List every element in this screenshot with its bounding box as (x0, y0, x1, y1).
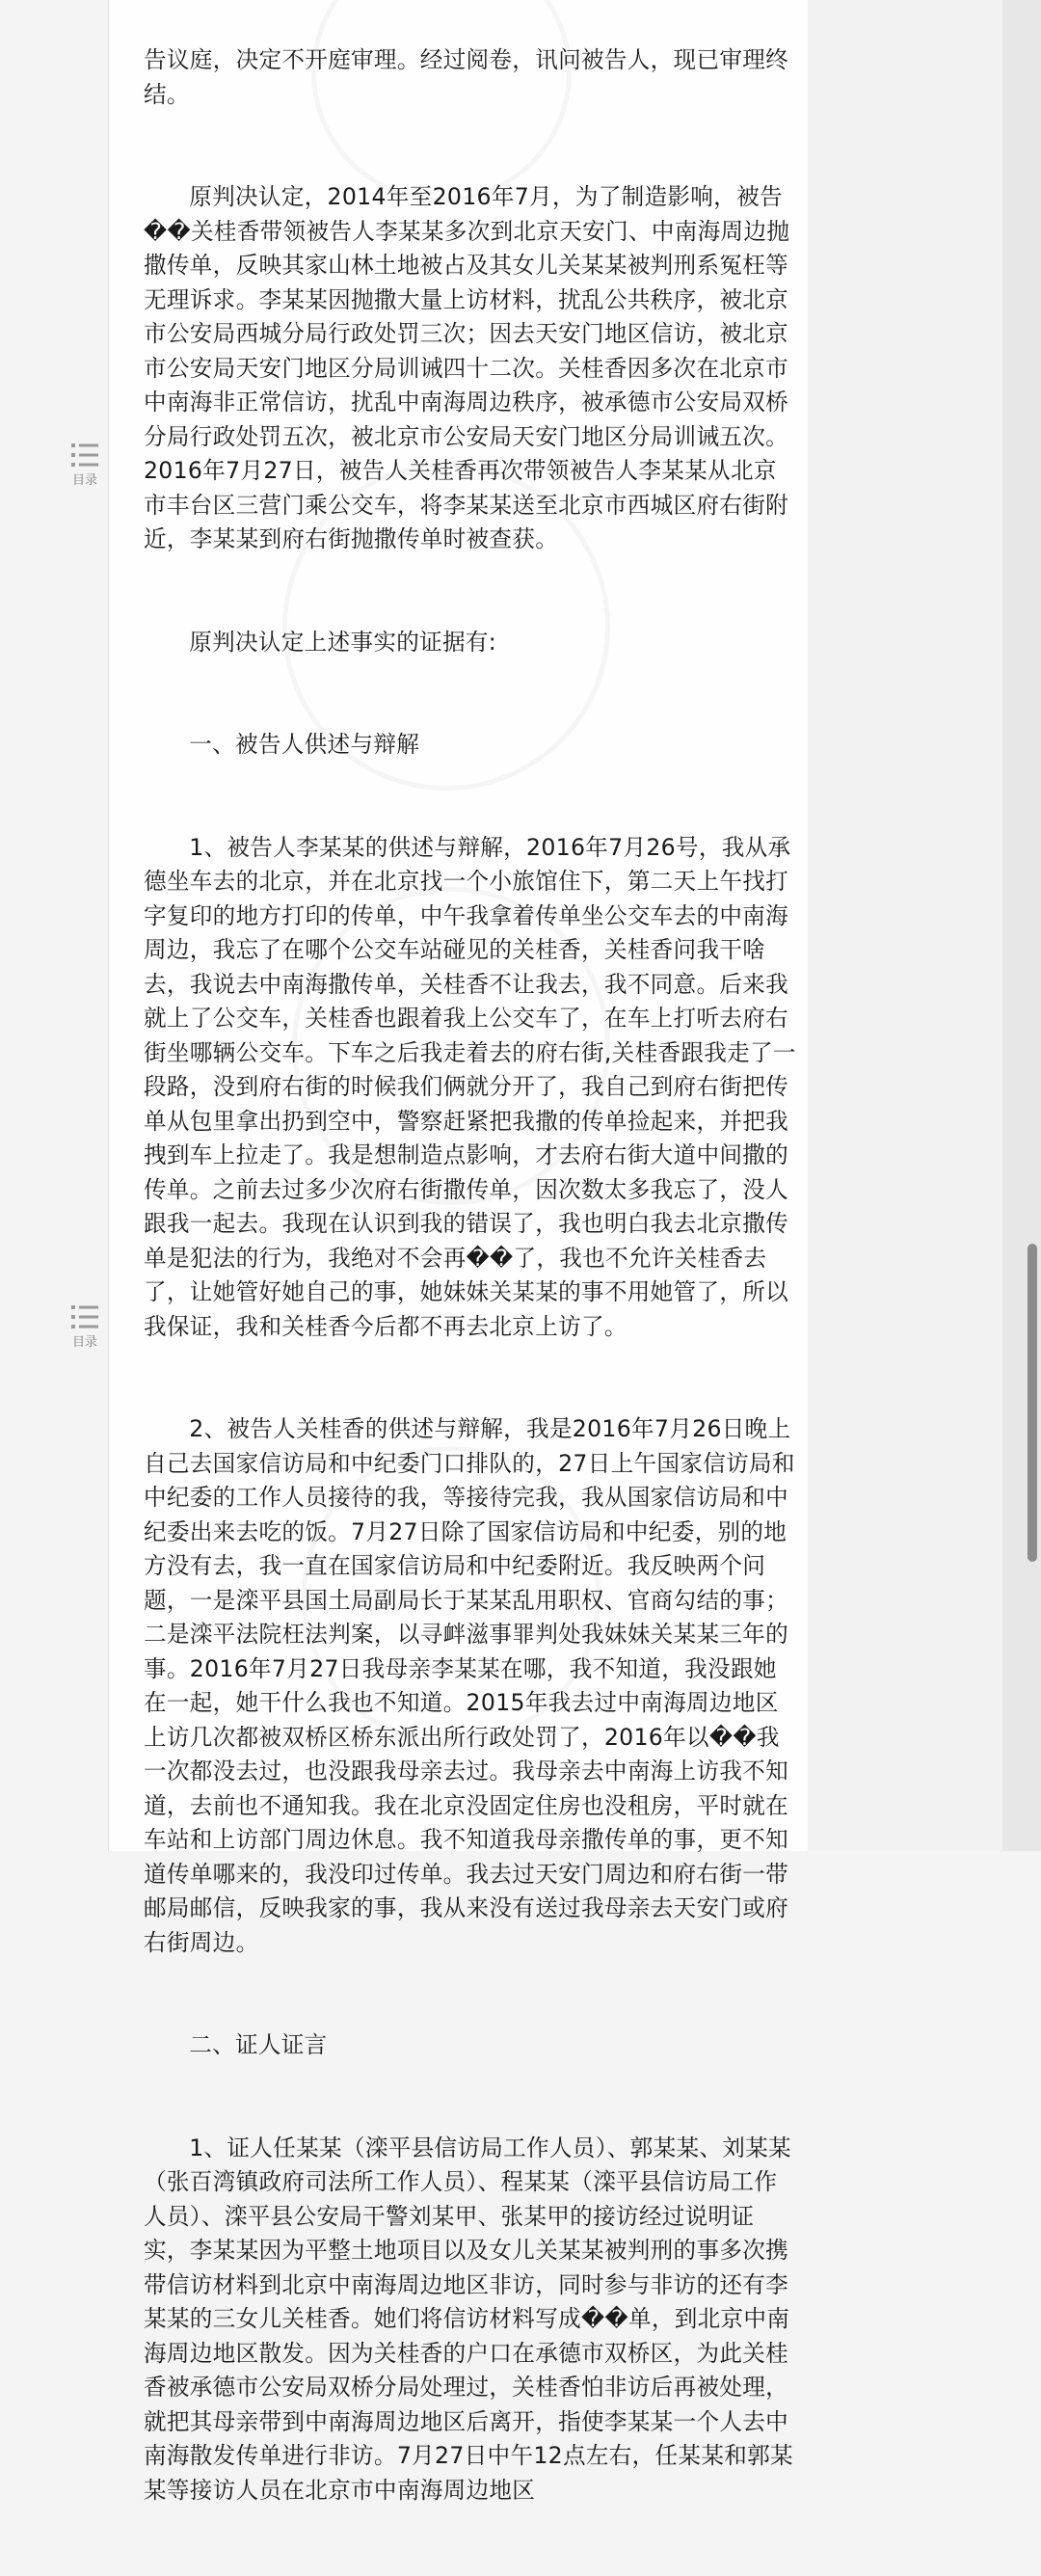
toc-button[interactable] (56, 443, 114, 514)
paragraph: 告议庭，决定不开庭审理。经过阅卷，讯问被告人，现已审理终结。 (144, 46, 789, 108)
scrollbar-thumb[interactable] (1028, 1244, 1037, 1562)
section-heading: 二、证人证言 (189, 2031, 328, 2058)
scrollbar-track[interactable] (1002, 0, 1041, 1851)
toc-label: 目录 (71, 473, 97, 488)
paragraph: 原判决认定上述事实的证据有: (189, 628, 497, 656)
paragraph: 1、证人任某某（滦平县信访局工作人员）、郭某某、刘某某（张百湾镇政府司法所工作人员）、程某某（滦平县信访局工作人员）、滦平县公安局干警刘某甲、张某甲的接访经过说明证实，李某某因为平整土地项目以及女儿关某某被判刑的事多次携带信访材料到北京中南海周边地区非访，同时参与非访的还有李某某的三女儿关桂香。她们将信访材料写成��单，到北京中南海周边地区散发。因为关桂香的户口在承德市双桥区，为此关桂香被承德市公安局双桥分局处理过，关桂香怕非访后再被处理，就把其母亲带到中南海周边地区后离开，指使李某某一个人去中南海散发传单进行非访。7月27日中午12点左右，任某某和郭某某等接访人员在北京市中南海周边地区 (144, 2133, 793, 2504)
paragraph: 1、被告人李某某的供述与辩解，2016年7月26号，我从承德坐车去的北京，并在北京找一个小旅馆住下，第二天上午找打字复印的地方打印的传单，中午我拿着传单坐公交车去的中南海周边，我忘了在哪个公交车站碰见的关桂香，关桂香问我干啥去，我说去中南海撒传单，关桂香不让我去，我不同意。后来我就上了公交车，关桂香也跟着我上公交车了，在车上打听去府右街坐哪辆公交车。下车之后我走着去的府右街,关桂香跟我走了一段路，没到府右街的时候我们俩就分开了，我自己到府右街把传单从包里拿出扔到空中，警察赶紧把我撒的传单捡起来，并把我拽到车上拉走了。我是想制造点影响，才去府右街大道中间撒的传单。之前去过多少次府右街撒传单，因次数太多我忘了，没人跟我一起去。我现在认识到我的错误了，我也明白我去北京撒传单是犯法的行为，我绝对不会再��了，我也不允许关桂香去了，让她管好她自己的事，她妹妹关某某的事不用她管了，所以我保证，我和关桂香今后都不再去北京上访了。 (144, 833, 796, 1340)
list-icon (70, 1304, 99, 1329)
toc-label: 目录 (71, 1335, 97, 1350)
document-text (144, 0, 799, 2576)
right-margin (808, 0, 1002, 1851)
paragraph: 2、被告人关桂香的供述与辩解，我是2016年7月26日晚上自己去国家信访局和中纪委门口排队的，27日上午国家信访局和中纪委的工作人员接待的我，等接待完我，我从国家信访局和中纪委出来去吃的饭。7月27日除了国家信访局和中纪委，别的地方没有去，我一直在国家信访局和中纪委附近。我反映两个问题，一是滦平县国土局副局长于某某乱用职权、官商勾结的事；二是滦平法院枉法判案，以寻衅滋事罪判处我妹妹关某某三年的事。2016年7月27日我母亲李某某在哪，我不知道，我没跟她在一起，她干什么我也不知道。2015年我去过中南海周边地区上访几次都被双桥区桥东派出所行政处罚了，2016年以��我一次都没去过，也没跟我母亲去过。我母亲去中南海上访我不知道，去前也不通知我。我在北京没固定住房也没租房，平时就在车站和上访部门周边休息。我不知道我母亲撒传单的事，更不知道传单哪来的，我没印过传单。我去过天安门周边和府右街一带邮局邮信，反映我家的事，我从来没有送过我母亲去天安门或府右街周边。 (144, 1415, 795, 1956)
toc-button[interactable] (56, 1304, 114, 1376)
paragraph: 原判决认定，2014年至2016年7月，为了制造影响，被告��关桂香带领被告人李某某多次到北京天安门、中南海周边抛撒传单，反映其家山林土地被占及其女儿关某某被判刑系冤枉等无理诉求。李某某因抛撒大量上访材料，扰乱公共秩序，被北京市公安局西城分局行政处罚三次；因去天安门地区信访，被北京市公安局天安门地区分局训诫四十二次。关桂香因多次在北京市中南海非正常信访，扰乱中南海周边秩序，被承德市公安局双桥分局行政处罚五次，被北京市公安局天安门地区分局训诫五次。2016年7月27日，被告人关桂香再次带领被告人李某某从北京市丰台区三营门乘公交车，将李某某送至北京市西城区府右街附近，李某某到府右街抛撒传单时被查获。 (144, 183, 790, 552)
document-page (108, 0, 810, 2504)
section-heading: 一、被告人供述与辩解 (189, 731, 420, 758)
left-rail (0, 0, 108, 1851)
list-icon (70, 443, 99, 468)
